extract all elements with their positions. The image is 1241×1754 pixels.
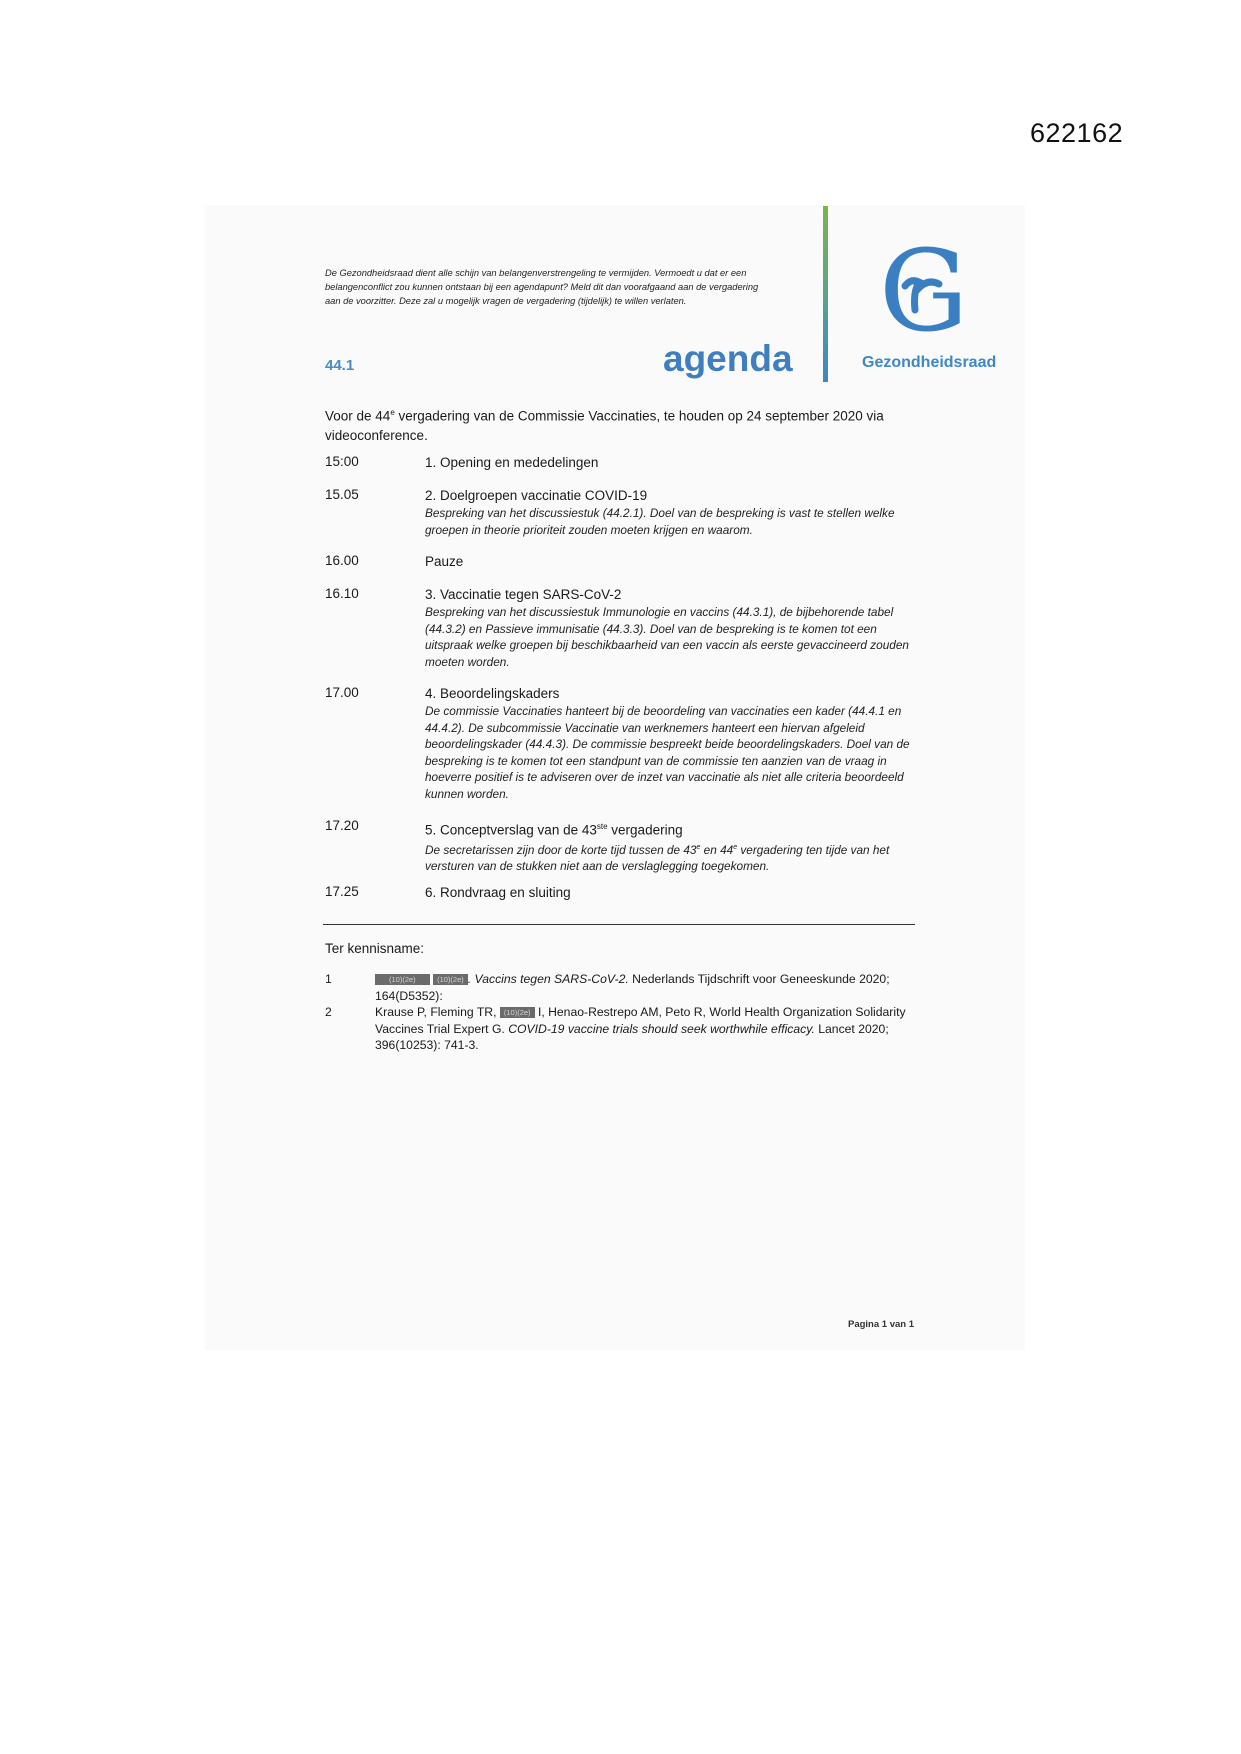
meeting-number: 44.1 (325, 357, 355, 374)
page-number: Pagina 1 van 1 (848, 1319, 915, 1330)
item-time: 16.10 (325, 586, 359, 601)
item-time: 17.25 (325, 884, 359, 899)
agenda-heading: agenda (663, 338, 793, 379)
item-time: 15.05 (325, 487, 359, 502)
item-time: 15:00 (325, 454, 359, 469)
item-title: 6. Rondvraag en sluiting (425, 885, 571, 900)
logo-monogram: G (879, 232, 969, 344)
item-time: 16.00 (325, 553, 359, 568)
item-title: 1. Opening en mededelingen (425, 455, 599, 470)
logo-wordmark: Gezondheidsraad (862, 354, 997, 371)
redaction-block: (10)(2e) (433, 974, 468, 985)
item-title: 2. Doelgroepen vaccinatie COVID-19 (425, 488, 648, 503)
redaction-block: (10)(2e) (500, 1007, 535, 1018)
reference-text: Krause P, Fleming TR, (10)(2e) I, Henao-Restrepo AM, Peto R, World Health Organization Solidarity Vaccines Trial Expert G. COVID-19 vaccine trials should seek worthwhile efficacy. Lancet 2020; 396(10253): 741-3. (375, 1005, 906, 1053)
redaction-block: (10)(2e) (375, 974, 430, 985)
conflict-of-interest-notice: De Gezondheidsraad dient alle schijn van belangenverstrengeling te vermijden. Vermoedt u dat er een belangenconflict zou kunnen ontstaan bij een agendapunt? Meld dit dan voorafgaand aan de vergadering aan de voorzitter. Deze zal u mogelijk vragen de vergadering (tijdelijk) te willen verlaten. (325, 268, 759, 306)
references-heading: Ter kennisname: (325, 941, 425, 956)
reference-text: (10)(2e) (10)(2e) . Vaccins tegen SARS-CoV-2. Nederlands Tijdschrift voor Geneeskunde 2020; 164(D5352): (375, 972, 890, 1003)
brand-divider (823, 206, 828, 382)
item-description: Bespreking van het discussiestuk Immunologie en vaccins (44.3.1), de bijbehorende tabel (44.3.2) en Passieve immunisatie (44.3.3). Doel van de bespreking is te komen tot een uitspraak welke groepen bij beschikbaarheid van een vaccin als eerste gevaccineerd zouden moeten worden. (425, 605, 909, 669)
item-description: De commissie Vaccinaties hanteert bij de beoordeling van vaccinaties een kader (44.4.1 en 44.4.2). De subcommissie Vaccinatie van werknemers hanteert een hiervan afgeleid beoordelingskader (44.4.3). De commissie bespreekt beide beoordelingskaders. Doel van de bespreking is te komen tot een standpunt van de commissie ten aanzien van de vraag in hoeverre positief is te adviseren over de inzet van vaccinatie als niet alle criteria beoordeeld kunnen worden. (425, 704, 910, 801)
item-description: Bespreking van het discussiestuk (44.2.1). Doel van de bespreking is vast te stellen welke groepen in theorie prioriteit zouden moeten krijgen en waarom. (425, 506, 895, 537)
item-title: 3. Vaccinatie tegen SARS-CoV-2 (425, 587, 622, 602)
item-title: 5. Conceptverslag van de 43ste vergadering (425, 822, 683, 838)
section-divider (323, 924, 915, 925)
document-number: 622162 (1030, 118, 1124, 148)
item-time: 17.20 (325, 818, 359, 833)
item-title: 4. Beoordelingskaders (425, 686, 560, 701)
item-title: Pauze (425, 554, 464, 569)
item-time: 17.00 (325, 685, 359, 700)
meeting-intro: Voor de 44e vergadering van de Commissie Vaccinaties, te houden op 24 september 2020 via videoconference. (325, 408, 884, 443)
gezondheidsraad-logo-icon (875, 232, 985, 344)
reference-number: 1 (325, 972, 332, 986)
reference-number: 2 (325, 1005, 332, 1019)
item-description: De secretarissen zijn door de korte tijd tussen de 43e en 44e vergadering ten tijde van het versturen van de stukken niet aan de verslaglegging toegekomen. (425, 842, 890, 874)
